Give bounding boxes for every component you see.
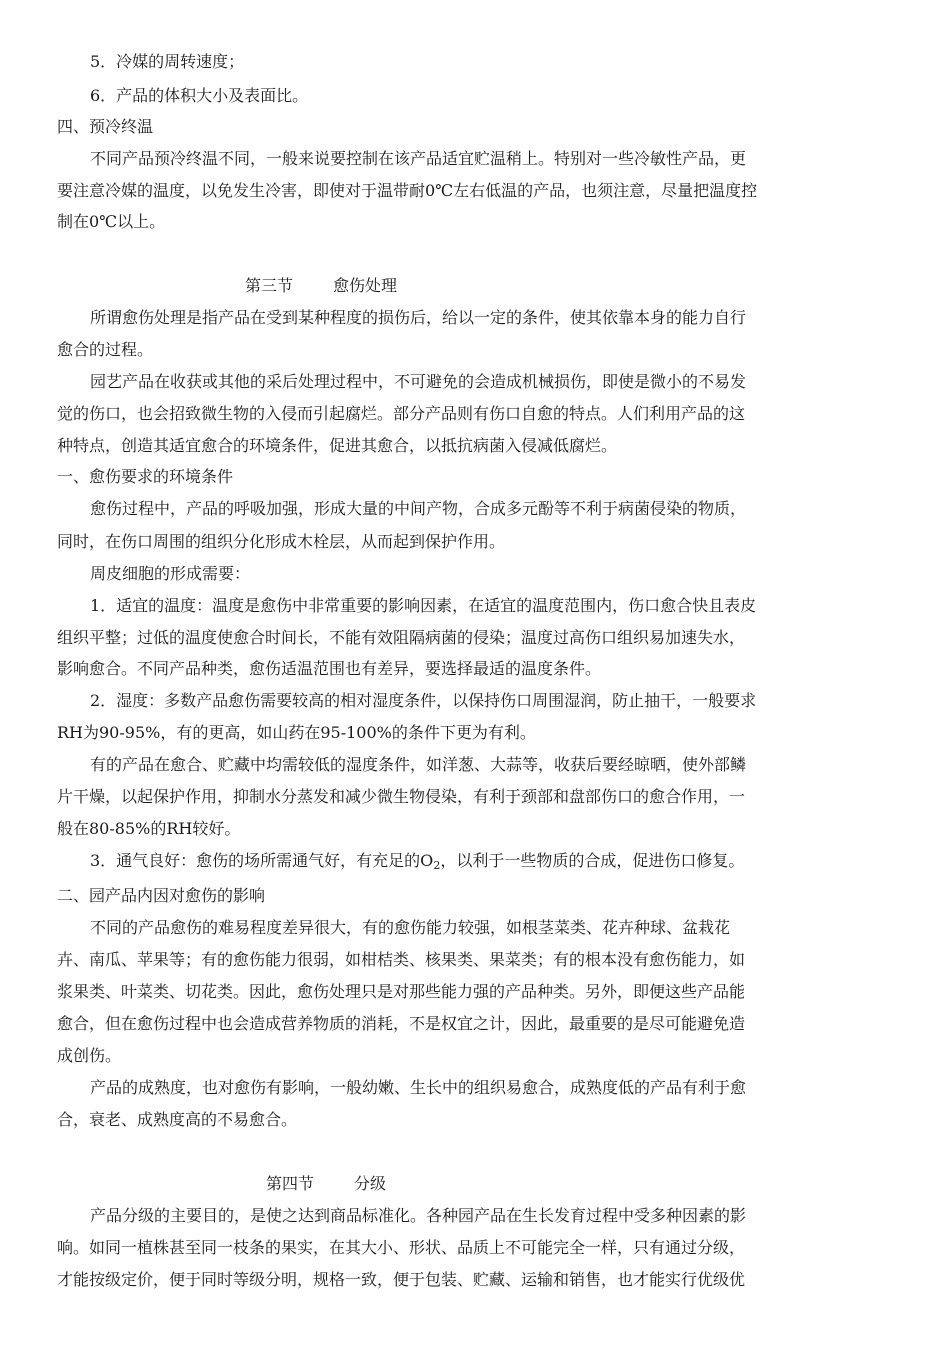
text-line: 6．产品的体积大小及表面比。: [90, 86, 309, 105]
text-line: 觉的伤口，也会招致微生物的入侵而引起腐烂。部分产品则有伤口自愈的特点。人们利用产品的这: [57, 404, 746, 423]
text-line: 园艺产品在收获或其他的采后处理过程中，不可避免的会造成机械损伤，即使是微小的不易发: [90, 372, 747, 391]
text-line: 片干燥，以起保护作用，抑制水分蒸发和减少微生物侵染，有利于颈部和盘部伤口的愈合作用，一: [57, 787, 746, 806]
section-number: 第四节: [266, 1174, 315, 1193]
text-line: 般在80-85%的RH较好。: [57, 819, 241, 838]
text-line: 产品的成熟度，也对愈伤有影响，一般幼嫩、生长中的组织易愈合，成熟度低的产品有利于愈: [90, 1078, 747, 1097]
text-line: 5．冷媒的周转速度；: [90, 52, 245, 71]
text-segment: 3．通气良好：愈伤的场所需通气好，有充足的O: [90, 851, 434, 870]
text-line: 不同产品预冷终温不同，一般来说要控制在该产品适宜贮温稍上。特别对一些冷敏性产品，更: [90, 149, 747, 168]
text-line: 才能按级定价，便于同时等级分明，规格一致，便于包装、贮藏、运输和销售，也才能实行优级优: [57, 1270, 746, 1289]
text-line: 浆果类、叶菜类、切花类。因此，愈伤处理只是对那些能力强的产品种类。另外，即便这些产品能: [57, 982, 746, 1001]
text-line: 合，衰老、成熟度高的不易愈合。: [57, 1110, 298, 1129]
section-title: [266, 1174, 386, 1194]
subscript: 2: [433, 859, 441, 872]
text-line: 成创伤。: [57, 1046, 122, 1065]
text-line: 响。如同一植株甚至同一枝条的果实，在其大小、形状、品质上不可能完全一样，只有通过分级，: [57, 1238, 746, 1257]
text-line: 不同的产品愈伤的难易程度差异很大，有的愈伤能力较强，如根茎菜类、花卉种球、盆栽花: [90, 918, 731, 937]
text-line: [90, 851, 744, 871]
text-segment: ，以利于一些物质的合成，促进伤口修复。: [440, 851, 745, 870]
text-line: 周皮细胞的形成需要：: [90, 564, 251, 583]
section-name: 分级: [354, 1174, 387, 1193]
text-line: 组织平整；过低的温度使愈合时间长，不能有效阻隔病菌的侵染；温度过高伤口组织易加速失水，: [57, 628, 746, 647]
text-line: 产品分级的主要目的，是使之达到商品标准化。各种园产品在生长发育过程中受多种因素的影: [90, 1206, 747, 1225]
text-line: 1．适宜的温度：温度是愈伤中非常重要的影响因素，在适宜的温度范围内，伤口愈合快且表皮: [90, 596, 757, 615]
text-line: 同时，在伤口周围的组织分化形成木栓层，从而起到保护作用。: [57, 532, 506, 551]
text-line: 愈合的过程。: [57, 340, 154, 359]
subheading: 一、愈伤要求的环境条件: [57, 467, 234, 486]
section-number: 第三节: [245, 276, 294, 295]
text-line: 2．湿度：多数产品愈伤需要较高的相对湿度条件，以保持伤口周围湿润，防止抽干，一般要求: [90, 691, 757, 710]
text-line: 愈合，但在愈伤过程中也会造成营养物质的消耗，不是权宜之计，因此，最重要的是尽可能避免造: [57, 1014, 746, 1033]
subheading: 二、园产品内因对愈伤的影响: [57, 886, 266, 905]
section-name: 愈伤处理: [333, 276, 398, 295]
text-line: 有的产品在愈合、贮藏中均需较低的湿度条件，如洋葱、大蒜等，收获后要经晾晒，使外部鳞: [90, 755, 747, 774]
text-line: RH为90-95%，有的更高，如山药在95-100%的条件下更为有利。: [57, 723, 536, 742]
text-line: 种特点，创造其适宜愈合的环境条件，促进其愈合，以抵抗病菌入侵减低腐烂。: [57, 436, 618, 455]
text-line: 愈伤过程中，产品的呼吸加强，形成大量的中间产物，合成多元酚等不利于病菌侵染的物质，: [90, 499, 747, 518]
section-title: [245, 276, 397, 296]
text-line: 要注意冷媒的温度，以免发生冷害，即使对于温带耐0℃左右低温的产品，也须注意，尽量把温度控: [57, 181, 758, 200]
text-line: 卉、南瓜、苹果等；有的愈伤能力很弱，如柑桔类、核果类、果菜类；有的根本没有愈伤能力，如: [57, 950, 746, 969]
subheading: 四、预冷终温: [57, 117, 154, 136]
text-line: 影响愈合。不同产品种类，愈伤适温范围也有差异，要选择最适的温度条件。: [57, 659, 602, 678]
text-line: 制在0℃以上。: [57, 212, 166, 231]
text-line: 所谓愈伤处理是指产品在受到某种程度的损伤后，给以一定的条件，使其依靠本身的能力自行: [90, 308, 747, 327]
